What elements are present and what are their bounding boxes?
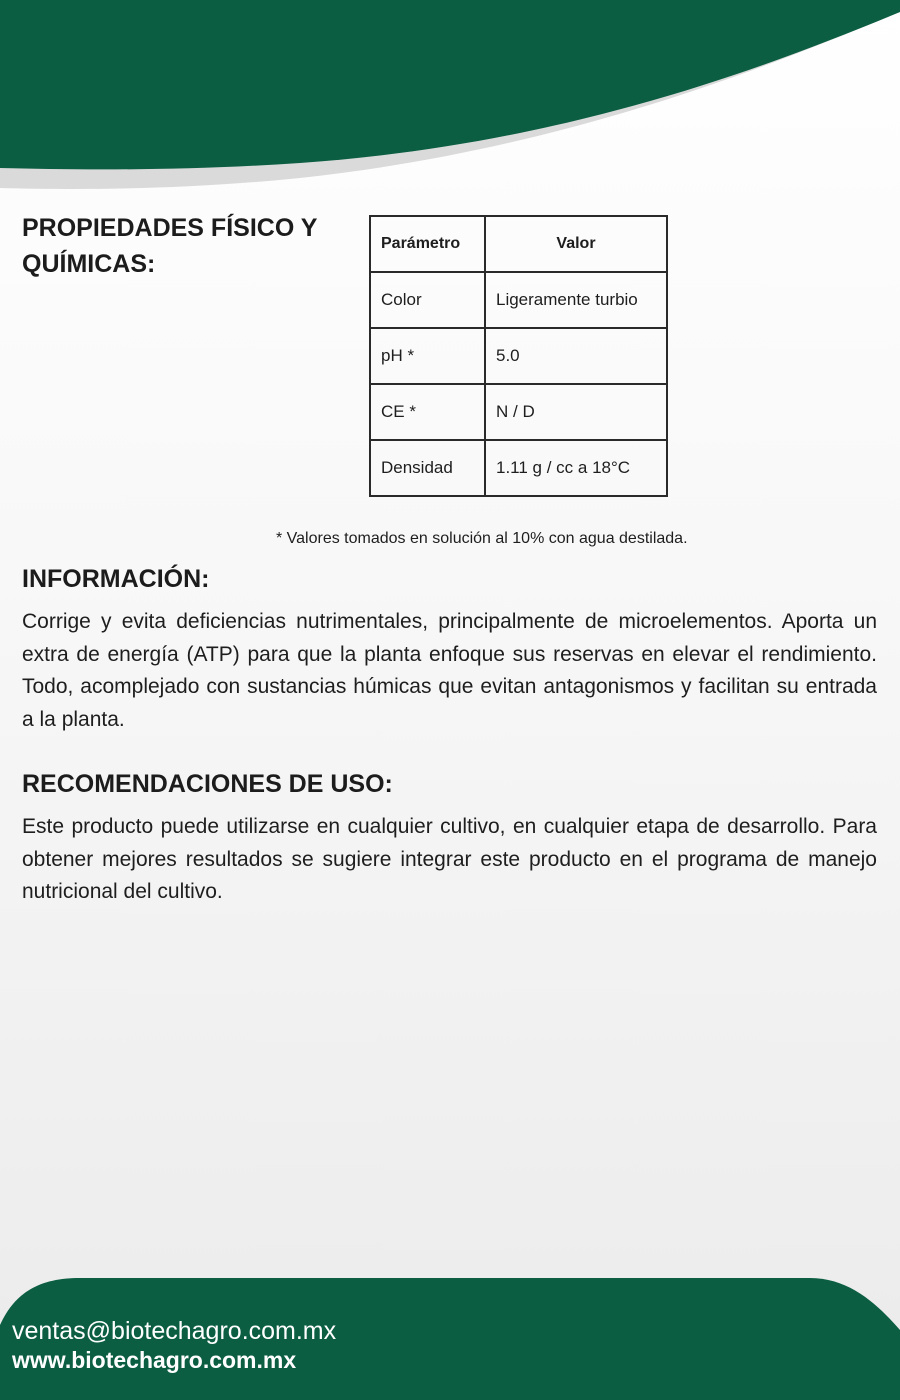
value-cell: Ligeramente turbio xyxy=(485,272,667,328)
information-title: INFORMACIÓN: xyxy=(22,565,210,593)
table-row xyxy=(370,384,667,440)
properties-title: PROPIEDADES FÍSICO Y QUÍMICAS: xyxy=(22,214,317,278)
contact-email[interactable]: ventas@biotechagro.com.mx xyxy=(12,1317,337,1345)
properties-table xyxy=(369,215,668,497)
parameter-cell: Color xyxy=(370,272,485,328)
website-link[interactable]: www.biotechagro.com.mx xyxy=(12,1347,297,1373)
column-header-parameter: Parámetro xyxy=(370,216,485,272)
information-text: Corrige y evita deficiencias nutrimentales, principalmente de microelementos. Aporta un extra de energía (ATP) para que la planta enfoque sus reservas en elevar el rendimiento. Todo, acomplejado con sustancias húmicas que evitan antagonismos y facilitan su entrada a la planta. xyxy=(22,610,877,731)
value-cell: 1.11 g / cc a 18°C xyxy=(485,440,667,496)
recommendations-text: Este producto puede utilizarse en cualquier cultivo, en cualquier etapa de desarrollo. Para obtener mejores resultados se sugiere integrar este producto en el programa de manejo nutricional del cultivo. xyxy=(22,815,877,903)
parameter-cell: pH * xyxy=(370,328,485,384)
value-cell: N / D xyxy=(485,384,667,440)
parameter-cell: Densidad xyxy=(370,440,485,496)
parameter-cell: CE * xyxy=(370,384,485,440)
recommendations-title: RECOMENDACIONES DE USO: xyxy=(22,770,393,798)
table-row xyxy=(370,328,667,384)
header-wave-green xyxy=(0,0,900,169)
column-header-value: Valor xyxy=(485,216,667,272)
table-footnote: * Valores tomados en solución al 10% con agua destilada. xyxy=(276,530,688,547)
table-row xyxy=(370,440,667,496)
header-wave-banner xyxy=(0,0,900,210)
table-row xyxy=(370,272,667,328)
value-cell: 5.0 xyxy=(485,328,667,384)
table-header-row xyxy=(370,216,667,272)
